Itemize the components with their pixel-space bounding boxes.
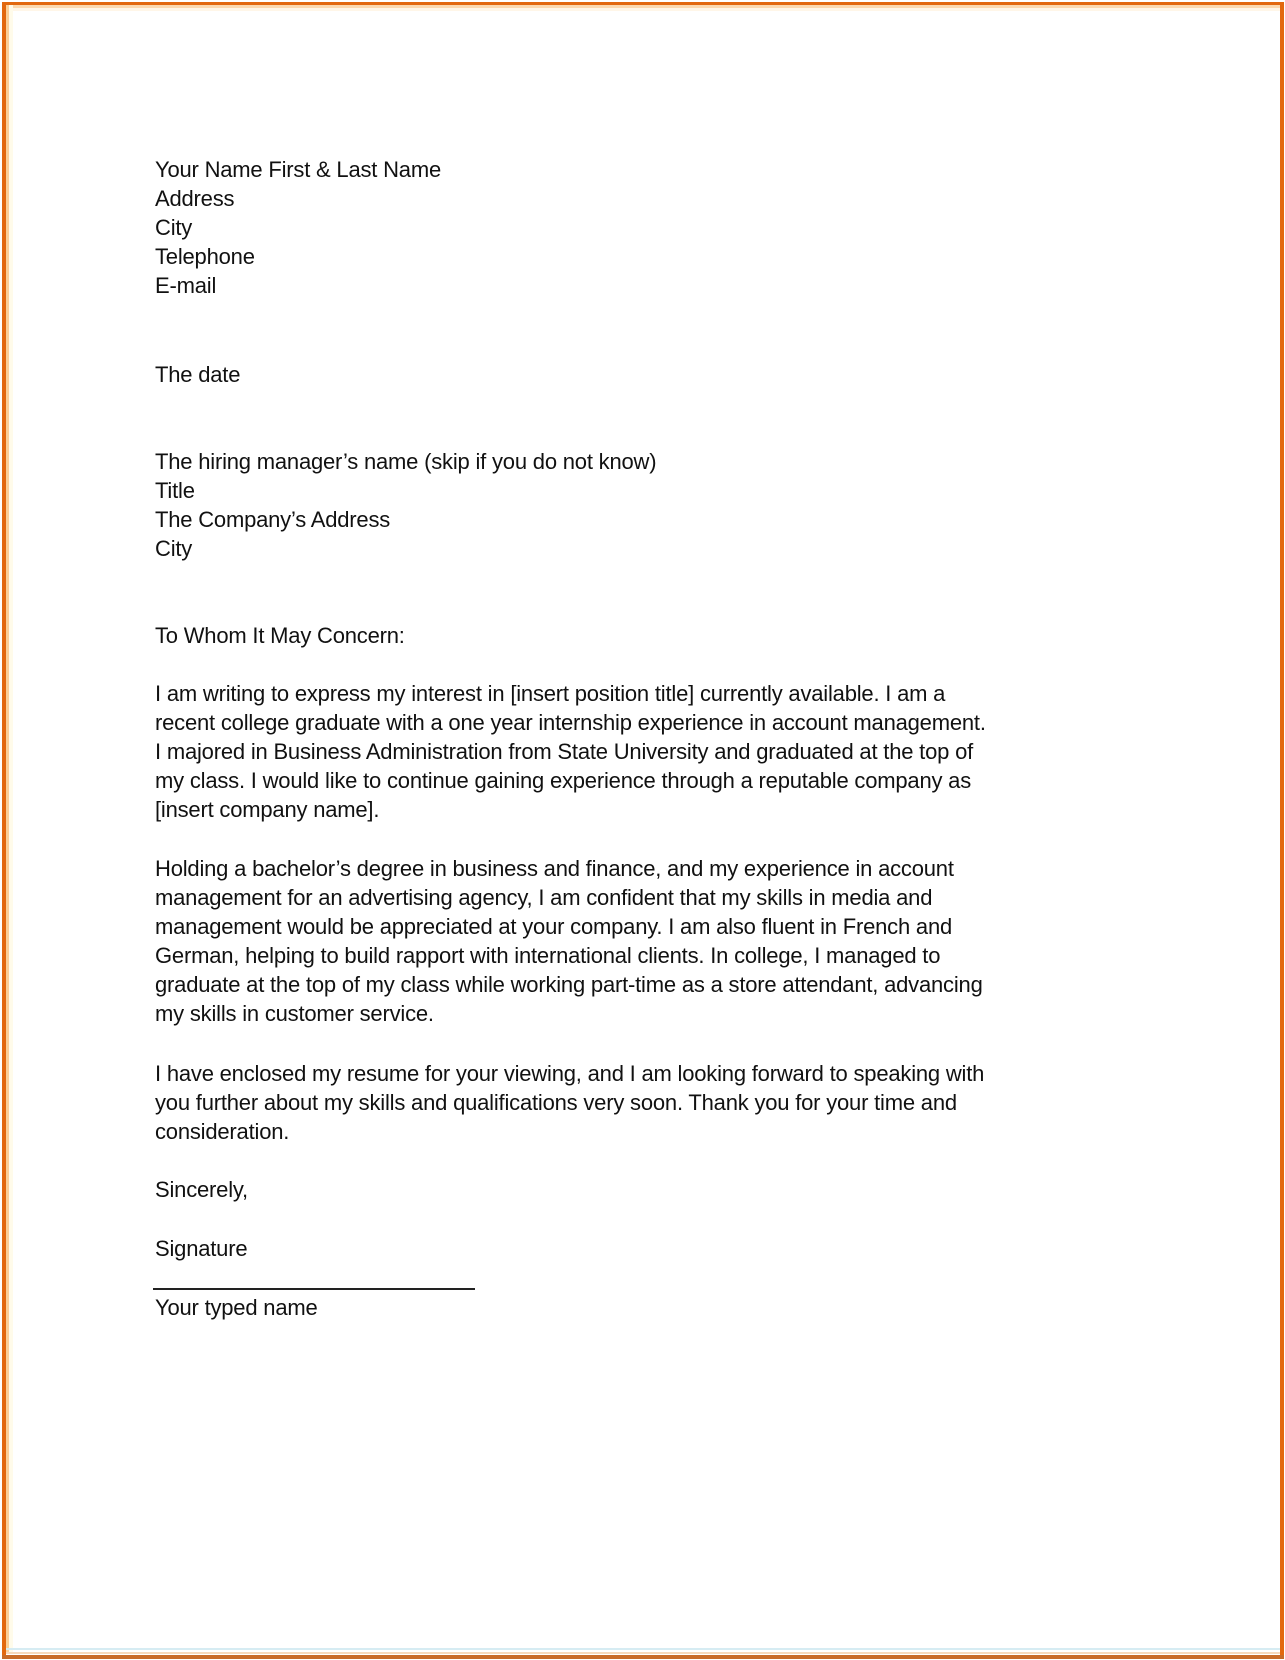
- paragraph-line: my skills in customer service.: [155, 1001, 434, 1026]
- paragraph-line: my class. I would like to continue gaining experience through a reputable company as: [155, 768, 972, 793]
- frame-border-bottom: [2, 1655, 1284, 1659]
- paragraph-line: I have enclosed my resume for your viewing, and I am looking forward to speaking with: [155, 1061, 985, 1086]
- paragraph-line: management would be appreciated at your company. I am also fluent in French and: [155, 914, 953, 939]
- frame-border-bottom-inner-2: [6, 1652, 1280, 1654]
- paragraph-line: consideration.: [155, 1119, 290, 1144]
- recipient-title: Title: [155, 478, 195, 503]
- sender-name: Your Name First & Last Name: [155, 157, 442, 182]
- paragraph-line: German, helping to build rapport with international clients. In college, I managed to: [155, 943, 941, 968]
- frame-border-bottom-inner: [6, 1648, 1280, 1650]
- signature-label: Signature: [155, 1236, 248, 1261]
- paragraph-line: I majored in Business Administration from State University and graduated at the top of: [155, 739, 974, 764]
- recipient-name: The hiring manager’s name (skip if you do not know): [155, 449, 657, 474]
- paragraph-line: you further about my skills and qualifications very soon. Thank you for your time and: [155, 1090, 957, 1115]
- sender-address: Address: [155, 186, 235, 211]
- paragraph-line: graduate at the top of my class while working part-time as a store attendant, advancing: [155, 972, 983, 997]
- signature-line: [153, 1288, 475, 1290]
- letter-date: The date: [155, 362, 241, 387]
- sender-email: E-mail: [155, 273, 217, 298]
- closing: Sincerely,: [155, 1177, 248, 1202]
- frame-border-right: [1280, 2, 1284, 1658]
- sender-city: City: [155, 215, 193, 240]
- paragraph-line: Holding a bachelor’s degree in business and finance, and my experience in account: [155, 856, 954, 881]
- paragraph-line: [insert company name].: [155, 797, 380, 822]
- salutation: To Whom It May Concern:: [155, 623, 405, 648]
- sender-telephone: Telephone: [155, 244, 255, 269]
- typed-name: Your typed name: [155, 1295, 318, 1320]
- frame-border-top-inner-2: [6, 8, 1280, 11]
- recipient-city: City: [155, 536, 193, 561]
- recipient-address: The Company’s Address: [155, 507, 391, 532]
- paragraph-line: I am writing to express my interest in [insert position title] currently available. I am a: [155, 681, 946, 706]
- paragraph-line: recent college graduate with a one year internship experience in account management.: [155, 710, 986, 735]
- frame-border-left-inner-2: [9, 5, 13, 1653]
- paragraph-line: management for an advertising agency, I am confident that my skills in media and: [155, 885, 933, 910]
